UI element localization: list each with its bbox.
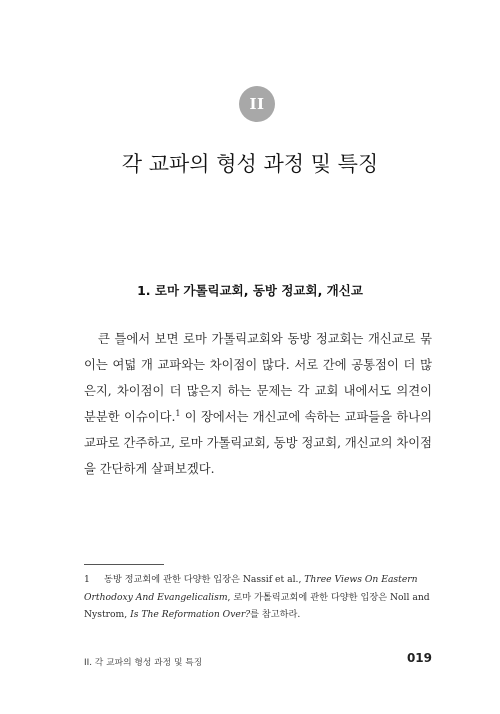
footnote-text-3: 를 참고하라. <box>250 609 301 620</box>
footnote-reference[interactable]: 1 <box>175 408 181 418</box>
footnote <box>84 571 432 624</box>
paragraph-text-part-1: 큰 틀에서 보면 로마 가톨릭교회와 동방 정교회는 개신교로 묶이는 여덟 개 교파와는 차이점이 많다. 서로 간에 공통점이 더 많은지, 차이점이 더 많은지 하는 문제는 각 교회 내에서도 의견이 분분한 이슈이다. <box>84 332 432 424</box>
body-paragraph <box>84 326 432 482</box>
paragraph-text-part-2: 이 장에서는 개신교에 속하는 교파들을 하나의 교파로 간주하고, 로마 가톨릭교회, 동방 정교회, 개신교의 차이점을 간단하게 살펴보겠다. <box>84 410 432 476</box>
page-number: 019 <box>406 651 432 665</box>
body-text <box>84 326 432 482</box>
chapter-title: 각 교파의 형성 과정 및 특징 <box>121 152 379 176</box>
footnote-book-title-1: Three Views On Eastern Orthodoxy And Evangelicalism <box>84 574 418 603</box>
footnote-number: 1 <box>84 574 90 585</box>
running-footer-title: II. 각 교파의 형성 과정 및 특징 <box>84 658 203 668</box>
footnote-text-1: 동방 정교회에 관한 다양한 입장은 Nassif et al., <box>104 574 305 585</box>
footnote-divider <box>84 564 164 565</box>
chapter-number: II <box>249 95 265 113</box>
section-heading: 1. 로마 가톨릭교회, 동방 정교회, 개신교 <box>137 283 363 298</box>
footnote-book-title-2: Is The Reformation Over? <box>130 609 251 620</box>
chapter-number-badge <box>239 86 275 122</box>
footnote-text-2: , 로마 가톨릭교회에 관한 다양한 입장은 Noll and Nystrom, <box>84 591 430 620</box>
